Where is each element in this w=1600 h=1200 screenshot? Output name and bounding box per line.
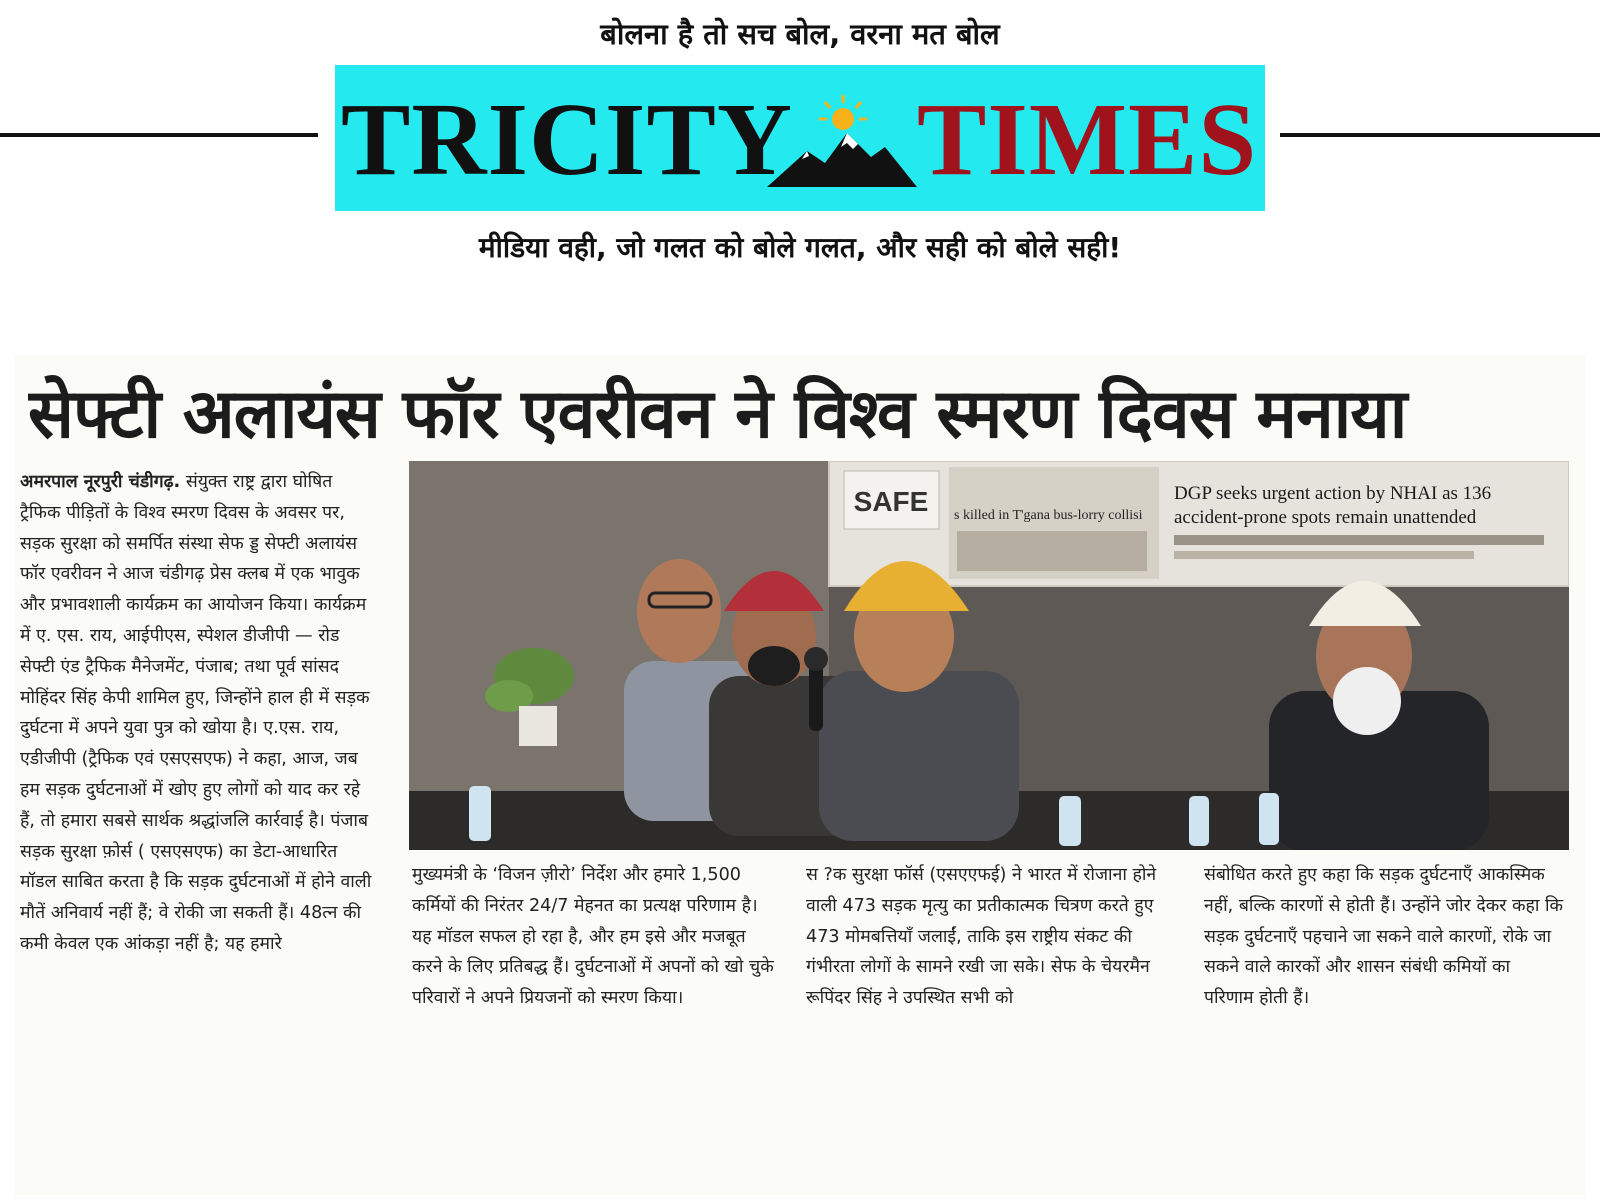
masthead-rule-right [1280,133,1600,137]
masthead [335,65,1265,211]
newspaper-banner [829,461,1569,586]
article-column-3: स ?क सुरक्षा फॉर्स (एसएएफई) ने भारत में रोजाना होने वाली 473 सड़क मृत्यु का प्रतीकात्मक चित्रण करते हुए 473 मोमबत्तियाँ जलाईं, ताकि इस राष्ट्रीय संकट की गंभीरता लोगों के सामने रखी जा सके। सेफ के चेयरमैन रूपिंदर सिंह ने उपस्थित सभी को [806,865,1157,1009]
sun-mountain-icon [767,89,917,187]
press-conference-photo [409,461,1569,850]
article-clipping [14,355,1586,1195]
article-byline: अमरपाल नूरपुरी चंडीगढ़. [20,472,181,492]
masthead-word-tricity: TRICITY [341,82,793,197]
article-headline: सेफ्टी अलायंस फॉर एवरीवन ने विश्व स्मरण दिवस मनाया [28,375,1407,454]
banner-logo-text: SAFE [853,486,929,517]
article-column-2: मुख्यमंत्री के ‘विजन ज़ीरो’ निर्देश और हमारे 1,500 कर्मियों की निरंतर 24/7 मेहनत का प्रत्यक्ष परिणाम है। यह मॉडल सफल हो रहा है, और हम इसे और मजबूत करने के लिए प्रतिबद्ध हैं। दुर्घटनाओं में अपनों को खो चुके परिवारों ने अपने प्रियजनों को स्मरण किया। [412,865,774,1009]
masthead-word-times: TIMES [917,82,1258,197]
bottom-tagline: मीडिया वही, जो गलत को बोले गलत, और सही को बोले सही! [478,231,1122,264]
article-column-4: संबोधित करते हुए कहा कि सड़क दुर्घटनाएँ आकस्मिक नहीं, बल्कि कारणों से होती हैं। उन्होंने जोर देकर कहा कि सड़क दुर्घटनाएँ पहचाने जा सकने वाले कारणों, रोके जा सकने वाले कारकों और शासन संबंधी कमियों का परिणाम होती हैं। [1204,865,1564,1009]
clip-headline-line-1: DGP seeks urgent action by NHAI as 136 [1174,483,1492,504]
article-column-1-text: संयुक्त राष्ट्र द्वारा घोषित ट्रैफिक पीड़ितों के विश्व स्मरण दिवस के अवसर पर, सड़क सुरक्षा को समर्पित संस्था सेफ ड्ड सेफ्टी अलायंस फॉर एवरीवन ने आज चंडीगढ़ प्रेस क्लब में एक भावुक और प्रभावशाली कार्यक्रम का आयोजन किया। कार्यक्रम में ए. एस. राय, आईपीएस, स्पेशल डीजीपी — रोड सेफ्टी एंड ट्रैफिक मैनेजमेंट, पंजाब; तथा पूर्व सांसद मोहिंदर सिंह केपी शामिल हुए, जिन्होंने हाल ही में सड़क दुर्घटना में अपने युवा पुत्र को खोया है। ए.एस. राय, एडीजीपी (ट्रैफिक एवं एसएसएफ) ने कहा, आज, जब हम सड़क दुर्घटनाओं में खोए हुए लोगों को याद कर रहे हैं, तो हमारा सबसे सार्थक श्रद्धांजलि कार्रवाई है। पंजाब सड़क सुरक्षा फ़ोर्स ( एसएसएफ) का डेटा-आधारित मॉडल साबित करता है कि सड़क दुर्घटनाओं में होने वाली मौतें अनिवार्य नहीं हैं; वे रोकी जा सकती हैं। 48त्न की कमी केवल एक आंकड़ा नहीं है; यह हमारे [20,472,372,954]
clip-small-headline: s killed in T'gana bus-lorry collisi [954,508,1143,523]
masthead-rule-left [0,133,318,137]
article-column-1 [20,467,376,960]
clip-headline-line-2: accident-prone spots remain unattended [1174,507,1477,528]
top-tagline: बोलना है तो सच बोल, वरना मत बोल [600,17,1000,51]
